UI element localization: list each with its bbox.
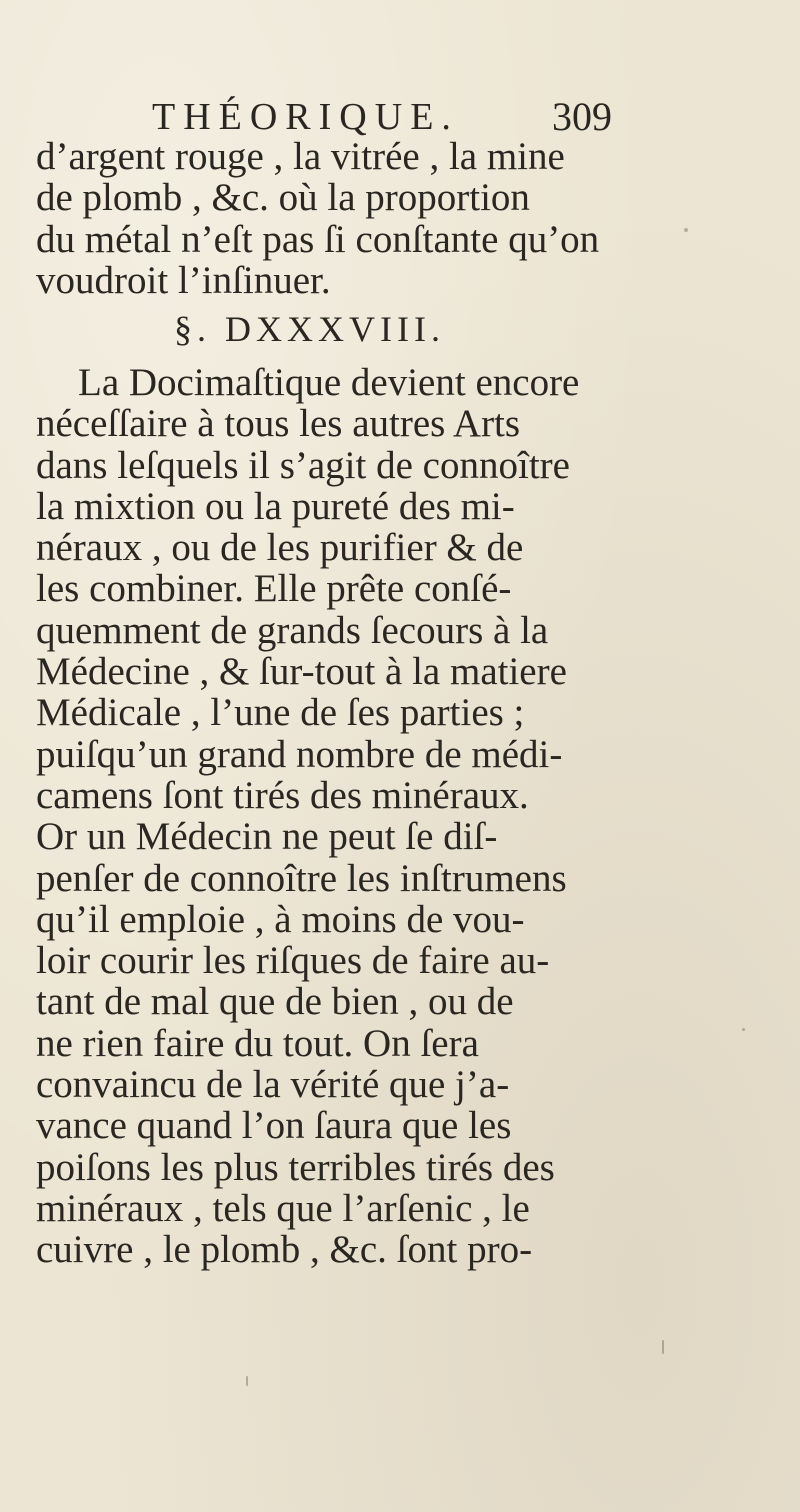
text-line: néraux , ou de les purifier & de	[36, 526, 524, 570]
text-line: voudroit l’inſinuer.	[36, 258, 331, 302]
text-line: quemment de grands ſecours à la	[36, 608, 549, 652]
text-line: de plomb , &c. où la proportion	[36, 176, 530, 220]
text-line: cuivre , le plomb , &c. ſont pro-	[36, 1228, 533, 1272]
paragraph	[36, 362, 656, 1271]
text-line: néceſſaire à tous les autres Arts	[36, 402, 521, 446]
text-line: Or un Médecin ne peut ſe diſ-	[36, 815, 498, 859]
text-line: La Docimaſtique devient encore	[78, 361, 580, 404]
running-head-title: THÉORIQUE.	[152, 96, 459, 138]
text-line: du métal n’eſt pas ſi conſtante qu’on	[36, 217, 600, 261]
page-number: 309	[552, 94, 612, 139]
continuation-text	[36, 136, 656, 301]
paper-speck	[684, 228, 688, 232]
text-line: loir courir les riſques de faire au-	[36, 939, 550, 983]
text-line: les combiner. Elle prête conſé-	[36, 567, 512, 611]
text-line: camens ſont tirés des minéraux.	[36, 773, 529, 817]
section-heading: §. DXXXVIII.	[174, 309, 445, 349]
text-line: minéraux , tels que l’arſenic , le	[36, 1186, 530, 1230]
text-line: puiſqu’un grand nombre de médi-	[36, 732, 563, 776]
text-line: vance quand l’on ſaura que les	[36, 1104, 512, 1148]
paper-speck	[742, 1028, 745, 1031]
text-line: ne rien faire du tout. On ſera	[36, 1021, 479, 1065]
text-line: d’argent rouge , la vitrée , la mine	[36, 135, 565, 178]
text-line: Médecine , & ſur-tout à la matiere	[36, 650, 567, 694]
text-line: la mixtion ou la pureté des mi-	[36, 484, 515, 528]
paper-speck	[246, 1376, 248, 1386]
text-line: dans leſquels il s’agit de connoître	[36, 443, 570, 487]
text-line: convaincu de la vérité que j’a-	[36, 1063, 510, 1107]
paper-speck	[662, 1340, 664, 1354]
text-line: Médicale , l’une de ſes parties ;	[36, 691, 525, 735]
text-line: penſer de connoître les inſtrumens	[36, 856, 567, 900]
text-line: tant de mal que de bien , ou de	[36, 980, 514, 1024]
text-line: poiſons les plus terribles tirés des	[36, 1145, 555, 1189]
text-line: qu’il emploie , à moins de vou-	[36, 897, 525, 941]
